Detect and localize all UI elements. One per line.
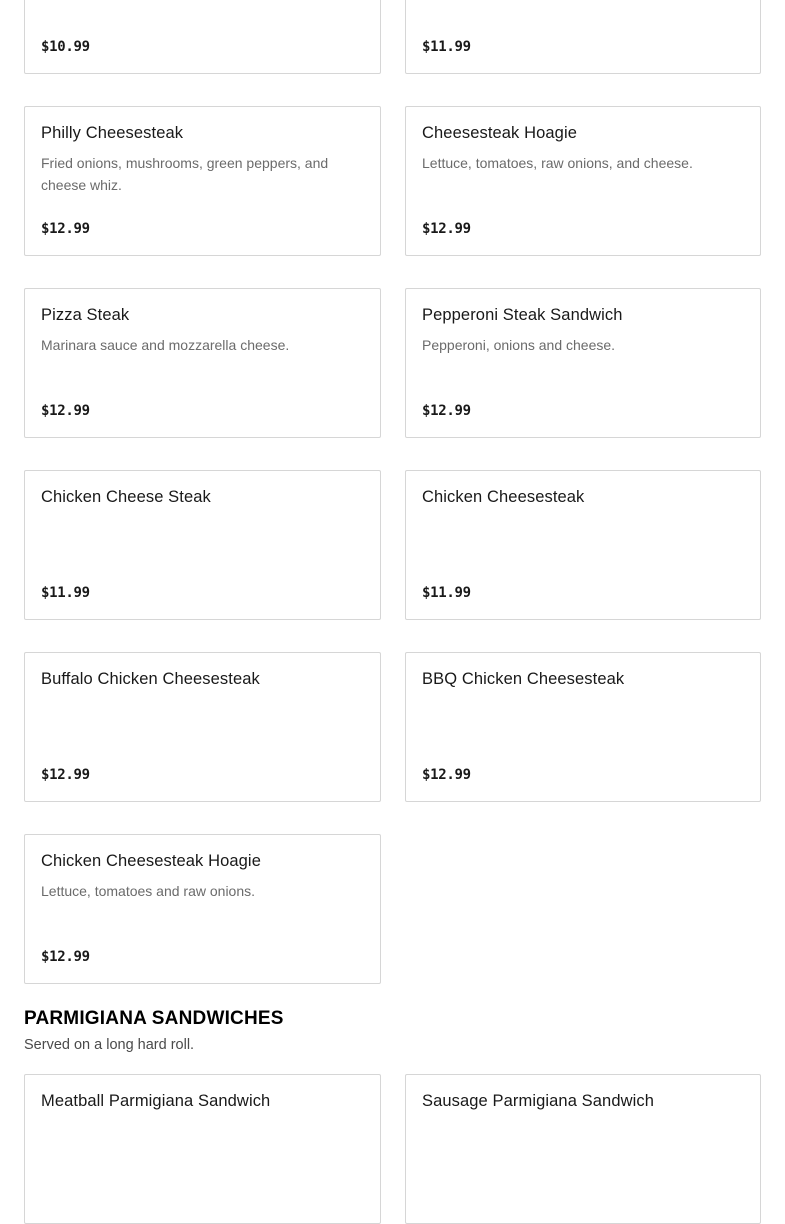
menu-item-card[interactable] <box>405 652 761 802</box>
menu-item-name: Chicken Cheesesteak Hoagie <box>41 852 261 870</box>
menu-item-name: Sausage Parmigiana Sandwich <box>422 1092 655 1110</box>
menu-item-name: Buffalo Chicken Cheesesteak <box>41 670 260 688</box>
menu-item-name: Meatball Parmigiana Sandwich <box>41 1092 271 1110</box>
menu-item-price: $11.99 <box>422 585 471 601</box>
menu-item-price: $12.99 <box>41 221 90 237</box>
section-title: PARMIGIANA SANDWICHES <box>24 1008 284 1029</box>
menu-item-price: $12.99 <box>422 403 471 419</box>
menu-item-name: Philly Cheesesteak <box>41 124 184 142</box>
menu-item-card[interactable] <box>24 1074 381 1224</box>
menu-item-card[interactable] <box>24 652 381 802</box>
menu-item-price: $12.99 <box>422 221 471 237</box>
menu-item-name: BBQ Chicken Cheesesteak <box>422 670 625 688</box>
menu-item-card[interactable] <box>405 106 761 256</box>
menu-item-name: Chicken Cheesesteak <box>422 488 585 506</box>
menu-item-card[interactable] <box>24 470 381 620</box>
menu-item-name: Cheesesteak Hoagie <box>422 124 577 142</box>
menu-item-description: Pepperoni, onions and cheese. <box>422 337 616 353</box>
menu-item-card[interactable] <box>405 0 761 74</box>
menu-item-card[interactable] <box>24 834 381 984</box>
menu-item-card[interactable] <box>24 288 381 438</box>
menu-item-price: $10.99 <box>41 39 90 55</box>
menu-item-price: $12.99 <box>41 949 90 965</box>
menu-item-card[interactable] <box>405 1074 761 1224</box>
menu-item-name: Pizza Steak <box>41 306 130 324</box>
menu-item-price: $12.99 <box>41 403 90 419</box>
menu-item-description: Lettuce, tomatoes and raw onions. <box>41 883 256 899</box>
section-subtitle: Served on a long hard roll. <box>24 1037 195 1053</box>
menu-item-card[interactable] <box>405 288 761 438</box>
menu-item-description: Marinara sauce and mozzarella cheese. <box>41 337 290 353</box>
menu-item-card[interactable] <box>405 470 761 620</box>
menu-item-name: Pepperoni Steak Sandwich <box>422 306 623 324</box>
menu-item-price: $12.99 <box>422 767 471 783</box>
menu-item-description: Fried onions, mushrooms, green peppers, and cheese whiz. <box>41 155 329 193</box>
menu-item-price: $12.99 <box>41 767 90 783</box>
menu-item-price: $11.99 <box>41 585 90 601</box>
menu-item-description: Lettuce, tomatoes, raw onions, and cheese. <box>422 155 693 171</box>
menu-item-card[interactable] <box>24 0 381 74</box>
menu-item-price: $11.99 <box>422 39 471 55</box>
menu-item-card[interactable] <box>24 106 381 256</box>
menu-item-name: Chicken Cheese Steak <box>41 488 211 506</box>
